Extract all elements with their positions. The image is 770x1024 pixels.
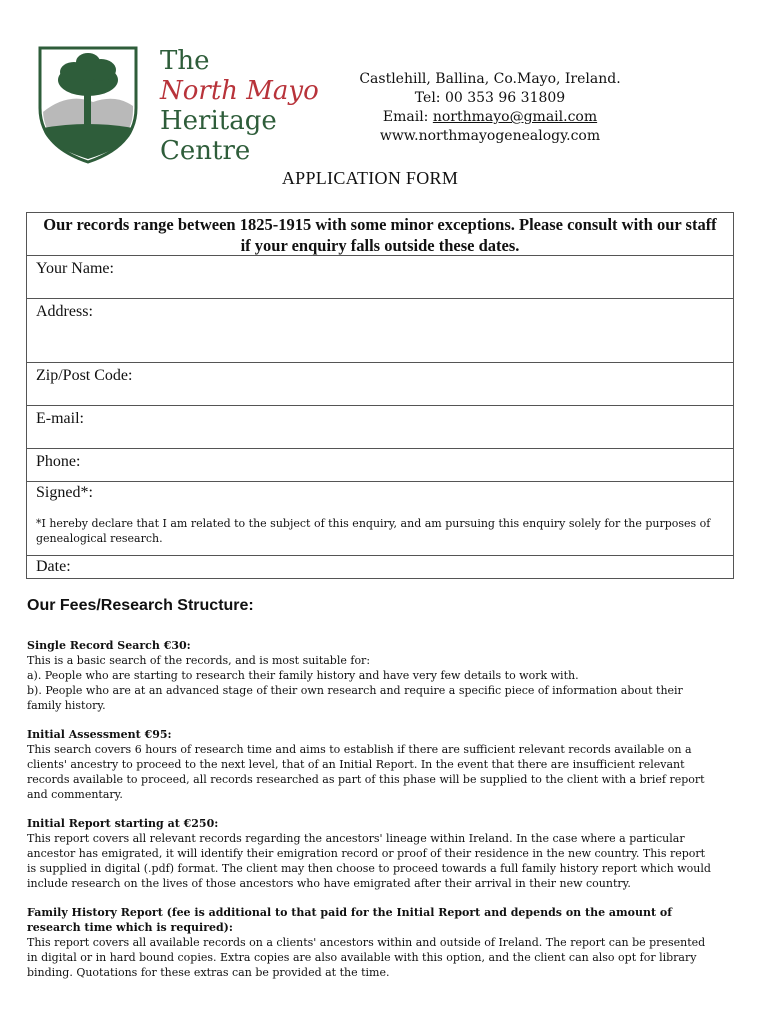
logo-wordmark bbox=[160, 46, 319, 166]
tree-shield-icon bbox=[38, 46, 138, 164]
fee-title: Initial Report starting at €250: bbox=[27, 817, 219, 830]
fee-text: This report covers all available records on a clients' ancestors within and outside of Ireland. The report can be presented in digital or in hard bound copies. Extra copies are also available with this option, and the client can also opt for library binding. Quotations for these extras can be provided at the time. bbox=[27, 936, 706, 979]
fee-family-history-report bbox=[27, 905, 717, 980]
address-field-label: Address: bbox=[36, 303, 93, 320]
contact-email-line bbox=[350, 108, 630, 127]
name-field[interactable] bbox=[27, 256, 733, 299]
phone-field[interactable] bbox=[27, 449, 733, 482]
contact-address: Castlehill, Ballina, Co.Mayo, Ireland. bbox=[359, 71, 621, 87]
logo-line-the: The bbox=[160, 46, 210, 76]
records-range-notice: Our records range between 1825-1915 with some minor exceptions. Please consult with our staff if your enquiry falls outside these dates. bbox=[27, 213, 733, 256]
contact-email-link[interactable]: northmayo@gmail.com bbox=[432, 109, 598, 125]
date-field-label: Date: bbox=[36, 558, 71, 575]
signature-field[interactable] bbox=[27, 482, 733, 556]
contact-block bbox=[350, 70, 630, 146]
form-title: APPLICATION FORM bbox=[281, 168, 459, 188]
fees-list bbox=[27, 638, 717, 994]
zip-field-label: Zip/Post Code: bbox=[36, 367, 133, 384]
email-field-label: E-mail: bbox=[36, 410, 84, 427]
logo-line-heritage: Heritage bbox=[160, 106, 277, 136]
contact-website[interactable]: www.northmayogenealogy.com bbox=[379, 128, 601, 144]
fee-title: Family History Report (fee is additional to that paid for the Initial Report and depends on the amount of research time which is required): bbox=[27, 906, 672, 934]
fee-title: Single Record Search €30: bbox=[27, 639, 191, 652]
name-field-label: Your Name: bbox=[36, 260, 114, 277]
fees-heading: Our Fees/Research Structure: bbox=[27, 597, 254, 614]
zip-field[interactable] bbox=[27, 363, 733, 406]
fee-text: This search covers 6 hours of research time and aims to establish if there are sufficient relevant records available on a clients' ancestry to proceed to the next level, that of an Initial Report. In the event that there are insufficient relevant records available to proceed, all records researched as part of this phase will be supplied to the client with a brief report and commentary. bbox=[27, 743, 705, 801]
contact-email-label: Email: bbox=[382, 109, 429, 125]
logo-line-north-mayo: North Mayo bbox=[160, 76, 319, 106]
fee-single-record bbox=[27, 638, 717, 713]
fee-title: Initial Assessment €95: bbox=[27, 728, 172, 741]
fee-text: This report covers all relevant records regarding the ancestors' lineage within Ireland. In the case where a particular ancestor has emigrated, it will identify their emigration record or proof of their residence in the new country. This report is supplied in digital (.pdf) format. The client may then choose to proceed towards a full family history report which would include research on the lives of those ancestors who have emigrated after their arrival in their new country. bbox=[27, 832, 711, 890]
fee-text: This is a basic search of the records, and is most suitable for: bbox=[27, 654, 371, 667]
logo-line-centre: Centre bbox=[160, 136, 251, 166]
fee-initial-report bbox=[27, 816, 717, 891]
fee-initial-assessment bbox=[27, 727, 717, 802]
email-field[interactable] bbox=[27, 406, 733, 449]
fee-text: a). People who are starting to research their family history and have very few details to work with. bbox=[27, 669, 579, 682]
date-field[interactable] bbox=[27, 556, 733, 578]
address-field[interactable] bbox=[27, 299, 733, 363]
fee-text: b). People who are at an advanced stage of their own research and require a specific piece of information about their family history. bbox=[27, 684, 683, 712]
contact-tel: Tel: 00 353 96 31809 bbox=[414, 90, 566, 106]
declaration-text: *I hereby declare that I am related to the subject of this enquiry, and am pursuing this enquiry solely for the purposes of genealogical research. bbox=[36, 517, 711, 545]
heritage-centre-logo bbox=[38, 46, 338, 166]
phone-field-label: Phone: bbox=[36, 453, 81, 470]
signature-field-label: Signed*: bbox=[36, 484, 93, 501]
application-form-table bbox=[26, 212, 734, 579]
